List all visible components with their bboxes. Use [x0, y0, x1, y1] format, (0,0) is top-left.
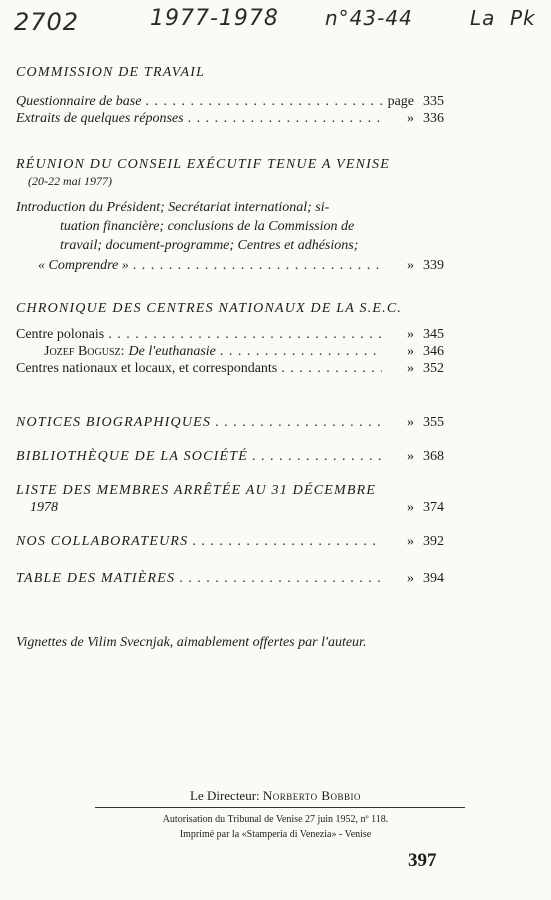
leader-dots [192, 533, 382, 550]
section-title: RÉUNION DU CONSEIL EXÉCUTIF TENUE A VENISE [16, 157, 390, 172]
page-prefix: » [407, 361, 414, 376]
entry-line: Introduction du Président; Secrétariat international; si- [16, 200, 330, 215]
page-number-footer: 397 [408, 850, 437, 871]
toc-section-bibliotheque [16, 448, 444, 465]
handwritten-note: Pk [510, 6, 536, 30]
toc-entry [16, 93, 444, 110]
section-title: NOS COLLABORATEURS [16, 534, 189, 549]
page-number: 339 [423, 258, 444, 273]
leader-dots [179, 570, 382, 587]
handwritten-note: La [470, 6, 496, 30]
toc-section-commission [16, 64, 444, 127]
entry-label: « Comprendre » [38, 258, 129, 273]
toc-section-table [16, 570, 444, 587]
entry-label: Questionnaire de base [16, 94, 142, 109]
page-prefix: » [407, 571, 414, 586]
page-number: 392 [423, 534, 444, 549]
page-number: 374 [423, 500, 444, 515]
page-number: 355 [423, 415, 444, 430]
toc-entry [16, 110, 444, 127]
entry-label: Centre polonais [16, 327, 105, 342]
toc-entry [16, 414, 444, 431]
page-prefix: » [407, 111, 414, 126]
entry-line: tuation financière; conclusions de la Commission de [60, 219, 355, 234]
section-title: LISTE DES MEMBRES ARRÊTÉE AU 31 DÉCEMBRE [16, 483, 377, 498]
page-prefix: page [387, 94, 414, 109]
toc-section-chronique [16, 300, 444, 377]
toc-section-notices [16, 414, 444, 431]
printer-line: Imprimé par la «Stamperia di Venezia» - Venise [179, 829, 372, 840]
page-number: 352 [423, 361, 444, 376]
leader-dots [215, 414, 382, 431]
page-prefix: » [407, 258, 414, 273]
toc-entry [16, 448, 444, 465]
section-title: CHRONIQUE DES CENTRES NATIONAUX DE LA S.E.C. [16, 301, 403, 316]
page-prefix: » [407, 500, 414, 515]
page-number: 346 [423, 344, 444, 359]
director-name: Norberto Bobbio [262, 788, 362, 803]
leader-dots [220, 343, 382, 360]
section-title: BIBLIOTHÈQUE DE LA SOCIÉTÉ [16, 449, 248, 464]
toc-section-liste [16, 482, 444, 516]
leader-dots [188, 110, 382, 127]
page-number: 345 [423, 327, 444, 342]
section-title: COMMISSION DE TRAVAIL [16, 65, 206, 80]
page-prefix: » [407, 449, 414, 464]
page-prefix: » [407, 327, 414, 342]
leader-dots [133, 257, 382, 274]
page-prefix: » [407, 415, 414, 430]
leader-dots [145, 93, 382, 110]
entry-line: travail; document-programme; Centres et adhésions; [60, 238, 359, 253]
leader-dots [252, 448, 382, 465]
toc-section-reunion [16, 156, 444, 274]
director-label: Le Directeur: [189, 788, 260, 803]
entry-label: Centres nationaux et locaux, et correspondants [16, 361, 278, 376]
toc-entry [16, 533, 444, 550]
section-title: NOTICES BIOGRAPHIQUES [16, 415, 212, 430]
entry-paragraph [16, 198, 444, 255]
toc-entry [16, 257, 444, 274]
section-title: TABLE DES MATIÈRES [16, 571, 176, 586]
toc-entry [16, 360, 444, 377]
leader-dots [281, 360, 382, 377]
toc-entry [16, 499, 444, 516]
page-number: 336 [423, 111, 444, 126]
page-number: 335 [423, 94, 444, 109]
authorization-line: Autorisation du Tribunal de Venise 27 juin 1952, nº 118. [162, 814, 389, 825]
handwritten-note: 1977-1978 [150, 6, 279, 31]
leader-dots [108, 326, 382, 343]
toc-entry [16, 343, 444, 360]
toc-entry [16, 326, 444, 343]
page-prefix: » [407, 534, 414, 549]
page-prefix: » [407, 344, 414, 359]
entry-label: 1978 [30, 500, 58, 515]
toc-section-collaborateurs [16, 533, 444, 550]
imprint [0, 812, 551, 842]
director-line [0, 788, 551, 804]
entry-label: Extraits de quelques réponses [16, 111, 184, 126]
toc-entry [16, 570, 444, 587]
entry-author: Jozef Bogusz: [44, 344, 125, 359]
entry-label: De l'euthanasie [128, 344, 216, 359]
handwritten-note: 2702 [14, 8, 80, 36]
page-number: 394 [423, 571, 444, 586]
divider [95, 807, 465, 808]
page-number: 368 [423, 449, 444, 464]
vignettes-credit: Vignettes de Vilim Svecnjak, aimablement offertes par l'auteur. [16, 635, 367, 650]
handwritten-note: n°43-44 [325, 6, 413, 30]
section-subtitle: (20-22 mai 1977) [28, 174, 112, 188]
